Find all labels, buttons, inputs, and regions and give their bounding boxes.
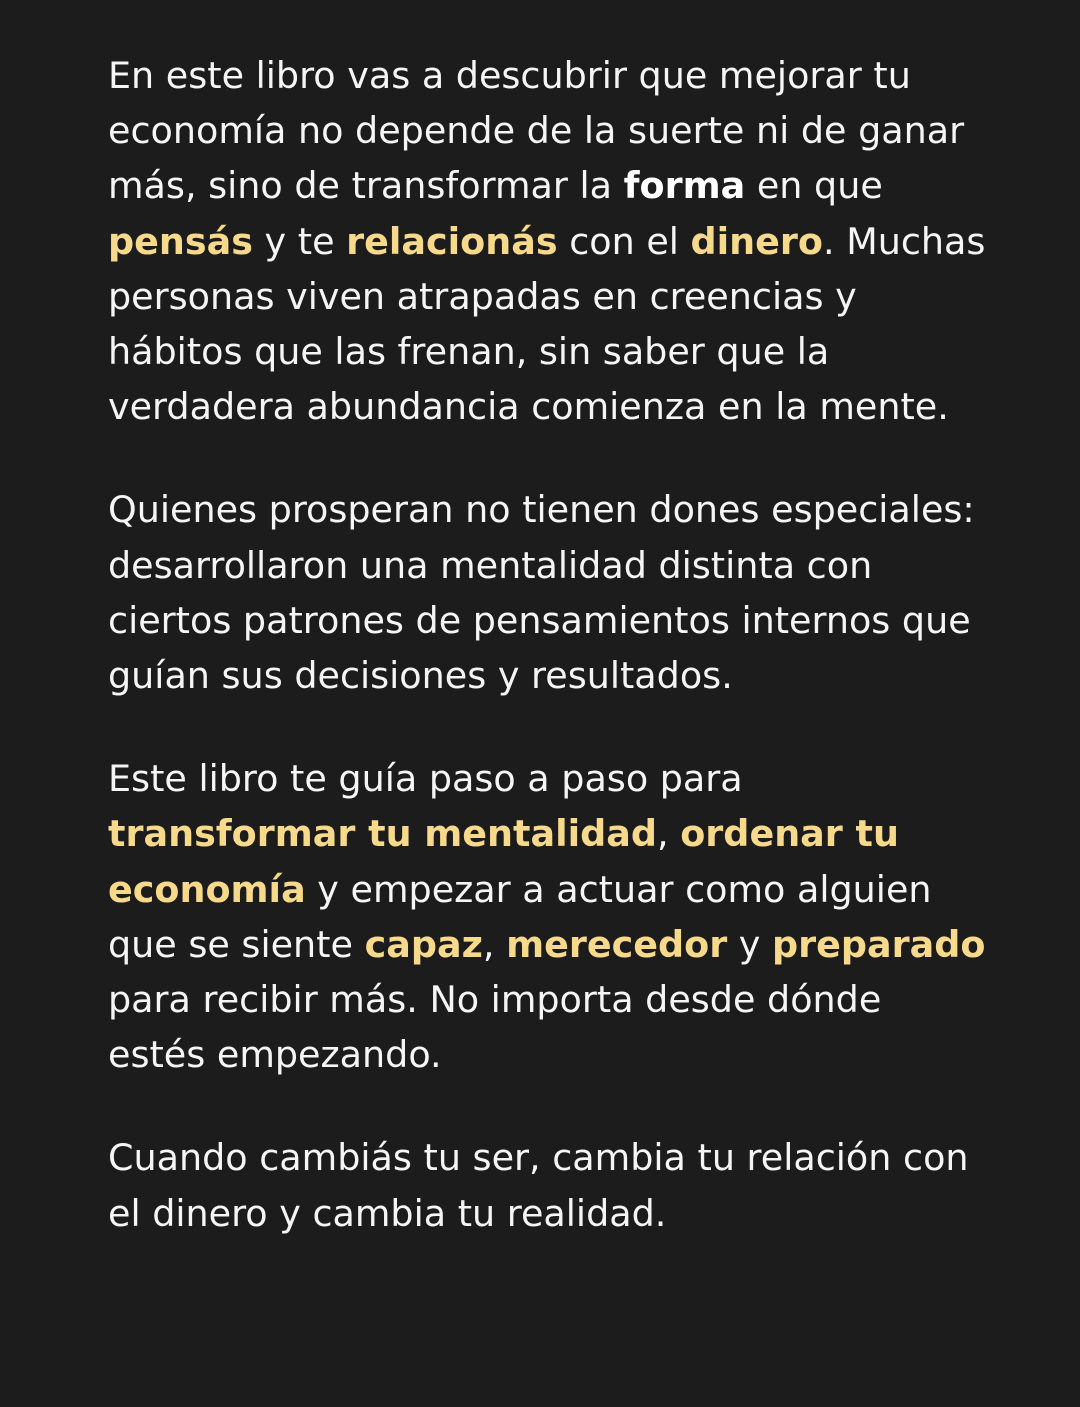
- text-segment: para recibir más. No importa desde dónde estés empezando.: [108, 978, 882, 1077]
- highlight-relacionas: relacionás: [346, 219, 558, 263]
- paragraph-intro: [108, 48, 988, 434]
- text-segment: Este libro te guía paso a paso para: [108, 757, 743, 801]
- text-segment: y empezar a actuar como alguien que se siente: [108, 867, 932, 966]
- text-segment: en que: [745, 164, 883, 208]
- text-segment: Quienes prosperan no tienen dones especiales: desarrollaron una mentalidad distinta con ciertos patrones de pensamientos internos que guían sus decisiones y resultados.: [108, 488, 975, 698]
- text-segment: y te: [252, 219, 347, 263]
- paragraph-prosperity: [108, 482, 988, 703]
- highlight-preparado: preparado: [772, 922, 986, 966]
- highlight-merecedor: merecedor: [506, 922, 728, 966]
- paragraph-guide: [108, 751, 988, 1082]
- text-segment: En este libro vas a descubrir que mejorar tu economía no depende de la suerte ni de ganar más, sino de transformar la: [108, 54, 965, 208]
- paragraph-conclusion: [108, 1130, 988, 1240]
- text-segment: con el: [557, 219, 691, 263]
- highlight-pensas: pensás: [108, 219, 253, 263]
- book-description: [108, 48, 988, 1241]
- text-segment: Cuando cambiás tu ser, cambia tu relación con el dinero y cambia tu realidad.: [108, 1136, 969, 1235]
- highlight-transformar-mentalidad: transformar tu mentalidad: [108, 812, 658, 856]
- highlight-dinero: dinero: [690, 219, 824, 263]
- text-segment: ,: [482, 922, 507, 966]
- text-segment: ,: [657, 812, 681, 856]
- emphasis-forma: forma: [623, 164, 746, 208]
- highlight-ordenar-economia: ordenar tu economía: [108, 812, 899, 911]
- highlight-capaz: capaz: [364, 922, 483, 966]
- text-segment: . Muchas personas viven atrapadas en creencias y hábitos que las frenan, sin saber que la verdadera abundancia comienza en la mente.: [108, 219, 986, 429]
- text-segment: y: [727, 922, 773, 966]
